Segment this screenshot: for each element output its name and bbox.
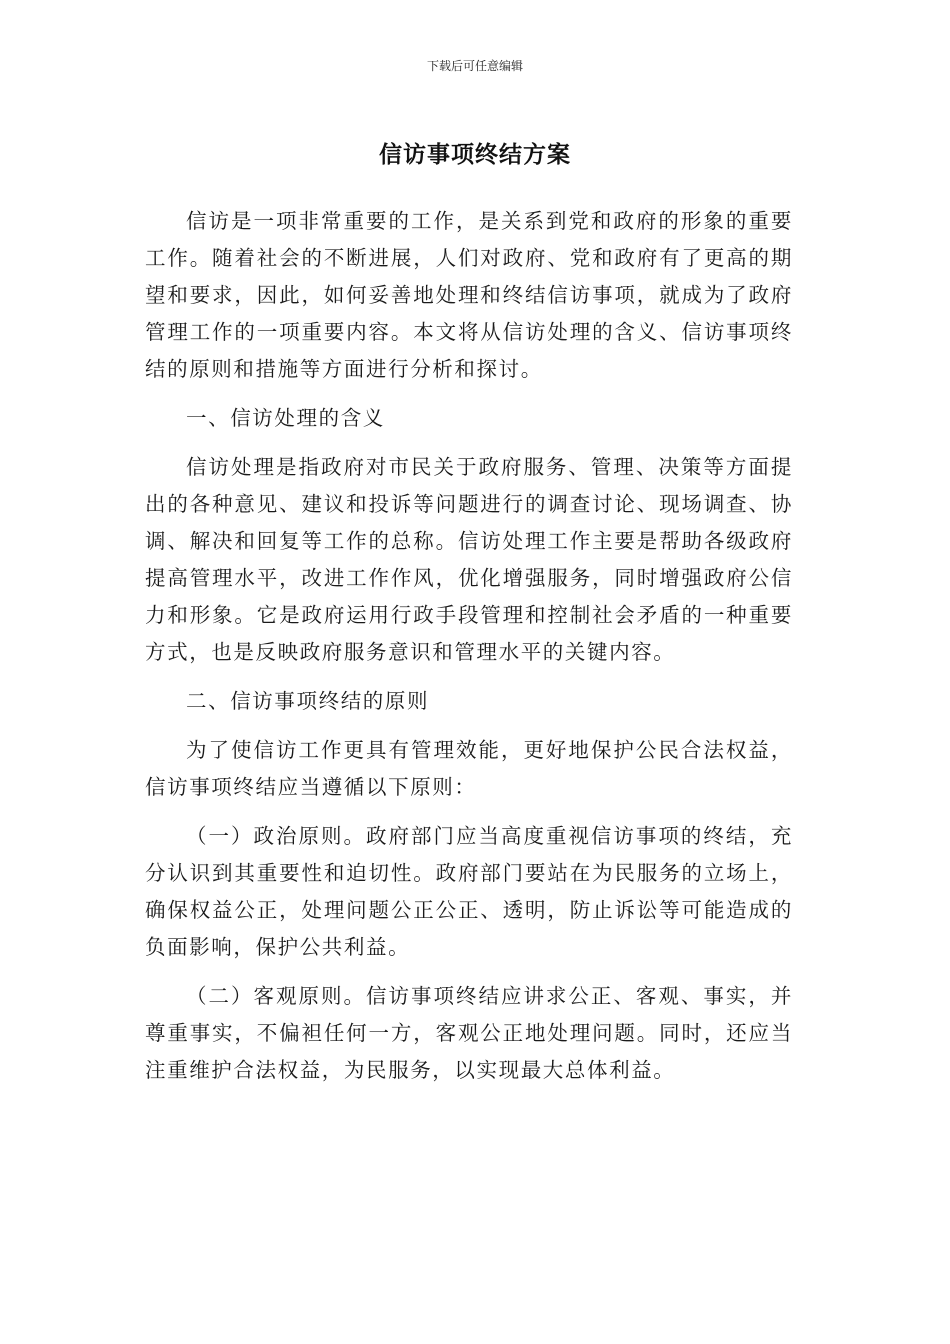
paragraph-principles-intro: 为了使信访工作更具有管理效能，更好地保护公民合法权益，信访事项终结应当遵循以下原则： <box>145 738 793 799</box>
document-body <box>145 203 793 1101</box>
paragraph-meaning: 信访处理是指政府对市民关于政府服务、管理、决策等方面提出的各种意见、建议和投诉等问题进行的调查讨论、现场调查、协调、解决和回复等工作的总称。信访处理工作主要是帮助各级政府提高管理水平，改进工作作风，优化增强服务，同时增强政府公信力和形象。它是政府运用行政手段管理和控制社会矛盾的一种重要方式，也是反映政府服务意识和管理水平的关键内容。 <box>145 455 793 664</box>
section-heading-1: 一、信访处理的含义 <box>186 406 385 430</box>
section-heading-2: 二、信访事项终结的原则 <box>186 689 430 713</box>
paragraph-objective-principle: （二）客观原则。信访事项终结应讲求公正、客观、事实，并尊重事实，不偏袒任何一方，客观公正地处理问题。同时，还应当注重维护合法权益，为民服务，以实现最大总体利益。 <box>145 984 793 1082</box>
document-title: 信访事项终结方案 <box>379 142 571 168</box>
header-note: 下载后可任意编辑 <box>426 59 523 73</box>
paragraph-political-principle: （一）政治原则。政府部门应当高度重视信访事项的终结，充分认识到其重要性和迫切性。政府部门要站在为民服务的立场上，确保权益公正，处理问题公正公正、透明，防止诉讼等可能造成的负面影响，保护公共利益。 <box>145 824 793 959</box>
paragraph-intro: 信访是一项非常重要的工作，是关系到党和政府的形象的重要工作。随着社会的不断进展，人们对政府、党和政府有了更高的期望和要求，因此，如何妥善地处理和终结信访事项，就成为了政府管理工作的一项重要内容。本文将从信访处理的含义、信访事项终结的原则和措施等方面进行分析和探讨。 <box>145 209 793 381</box>
